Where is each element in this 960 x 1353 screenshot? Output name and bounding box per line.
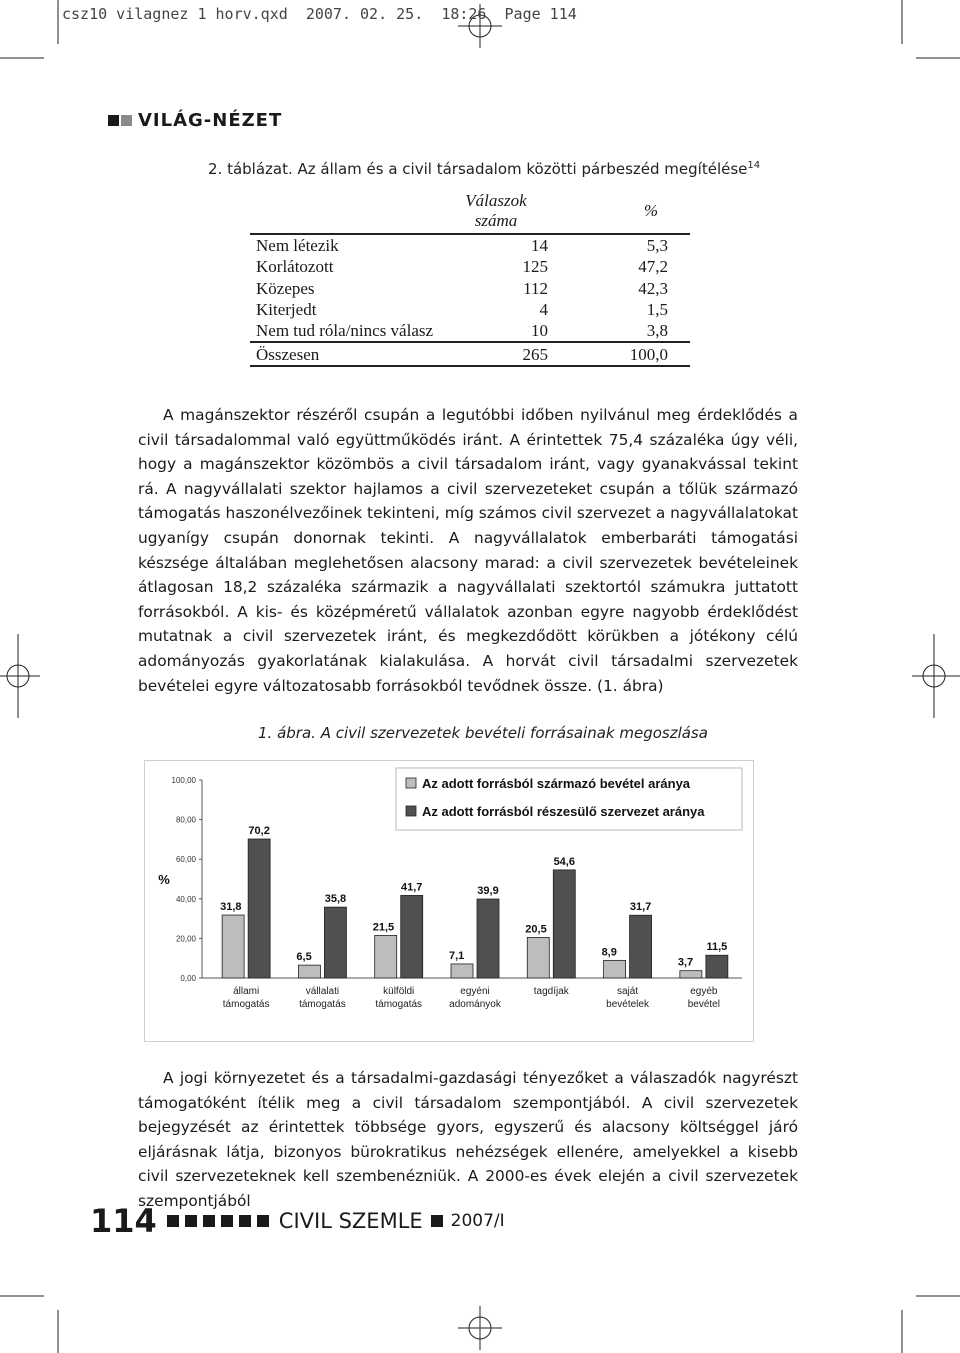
paragraph-private-sector: A magánszektor részéről csupán a legutóbbi időben nyilvánul meg érdeklődés a civil társadalommal való együttműködés iránt. A érintettek 75,4 százaléka úgy véli, hogy a magánszektor közömbös a civil társadalom iránt, vagy gyanakvással tekint rá. A nagyvállalati szektor hajlamos a civil szervezeteket csupán a tőlük származó támogatás haszonélvezőinek tekinteni, míg számos civil szervezet a nagyvállalatokat ugyanígy csupán donornak tekinti. A nagyvállalatok emberbaráti támogatási készsége általában meglehetősen alacsony marad: a civil szervezetek bevételeinek átlagosan 18,2 százaléka származik a nagyvállalati szektortól számukra juttatott forrásokból. A kis- és középméretű vállalatok azonban egyre nagyobb érdeklődést mutatnak a civil szervezetek iránt, és megkezdődött körükben a jótékony célú adományozás gyakorlatának kialakulása. A horvát civil társadalmi szervezetek bevételei egyre változatosabb forrásokból tevődnek össze. (1. ábra) [138, 406, 798, 695]
legend-entry: Az adott forrásból részesülő szervezet aránya [422, 804, 705, 819]
print-header [62, 5, 577, 23]
data-label: 70,2 [248, 825, 270, 838]
data-label: 6,5 [296, 951, 312, 964]
table-row: Korlátozott 125 47,2 [256, 257, 668, 277]
category-label: egyéni [460, 986, 490, 997]
print-header-time: 18:26 [441, 5, 487, 23]
square-bullet-icon [221, 1215, 233, 1227]
square-bullet-icon [431, 1215, 443, 1227]
bar-org-share [630, 915, 652, 978]
opinion-table [250, 188, 690, 367]
table-row: Kiterjedt 4 1,5 [256, 300, 668, 320]
data-label: 31,7 [629, 901, 652, 914]
data-label: 3,7 [677, 956, 694, 969]
footnote-marker: 14 [747, 160, 761, 171]
bar-revenue-share [222, 915, 244, 978]
y-tick-label: 40,00 [175, 894, 196, 904]
y-tick-label: 20,00 [175, 934, 196, 944]
table-caption [208, 160, 760, 178]
data-label: 21,5 [372, 921, 395, 934]
print-header-page: Page 114 [504, 5, 577, 23]
category-label: saját [617, 986, 639, 997]
square-bullet-icon [121, 115, 132, 126]
bar-revenue-share [451, 964, 473, 978]
table-row: Nem létezik 14 5,3 [250, 234, 690, 256]
data-label: 35,8 [324, 893, 347, 906]
category-label: bevételek [606, 999, 649, 1010]
square-bullet-icon [108, 115, 119, 126]
table-caption-text: Az állam és a civil társadalom közötti párbeszéd megítélése [297, 160, 748, 178]
square-bullet-icon [257, 1215, 269, 1227]
square-bullet-icon [167, 1215, 179, 1227]
bar-revenue-share [680, 971, 702, 978]
bar-org-share [477, 899, 499, 978]
category-label: bevétel [687, 999, 720, 1010]
legend-swatch [406, 778, 416, 788]
y-tick-label: 80,00 [175, 815, 196, 825]
bar-org-share [553, 870, 575, 978]
section-title-text: VILÁG-NÉZET [138, 110, 283, 131]
bar-org-share [706, 955, 728, 978]
data-label: 8,9 [601, 946, 617, 959]
legend-entry: Az adott forrásból származó bevétel aránya [422, 776, 691, 791]
table-row: Közepes 112 42,3 [256, 278, 668, 298]
data-label: 54,6 [553, 855, 575, 868]
data-label: 20,5 [525, 923, 547, 936]
category-label: állami [233, 986, 260, 997]
journal-name: CIVIL SZEMLE [278, 1209, 423, 1233]
category-label: vállalati [305, 986, 340, 997]
figure-caption: 1. ábra. A civil szervezetek bevételi forrásainak megoszlása [258, 724, 708, 742]
data-label: 39,9 [477, 884, 499, 897]
category-label: tagdíjak [533, 986, 569, 997]
section-title [108, 110, 282, 131]
table-row: Nem tud róla/nincs válasz 10 3,8 [256, 321, 668, 341]
square-bullet-icon [185, 1215, 197, 1227]
page-number: 114 [90, 1202, 157, 1240]
journal-issue: 2007/I [450, 1211, 505, 1231]
category-label: támogatás [222, 999, 270, 1010]
y-tick-label: 0,00 [180, 974, 196, 983]
bar-revenue-share [375, 935, 397, 978]
square-bullet-icon [203, 1215, 215, 1227]
category-label: külföldi [383, 986, 415, 997]
category-label: egyéb [690, 986, 718, 997]
bar-org-share [248, 839, 270, 978]
bar-revenue-share [527, 937, 549, 978]
y-tick-label: 100,00 [171, 776, 196, 785]
col-header-percent: % [548, 188, 690, 234]
legend-swatch [406, 806, 416, 816]
revenue-sources-chart [144, 760, 754, 1042]
data-label: 11,5 [706, 941, 728, 954]
square-bullet-icon [239, 1215, 251, 1227]
table-caption-prefix: 2. táblázat. [208, 160, 293, 178]
category-label: támogatás [375, 999, 423, 1010]
bar-org-share [401, 895, 423, 978]
data-label: 31,8 [220, 901, 242, 914]
page-footer [90, 1202, 505, 1240]
print-header-file: csz10 vilagnez 1 horv.qxd [62, 5, 288, 23]
y-axis-label: % [158, 872, 170, 887]
col-header-count: Válaszok száma [490, 188, 548, 234]
table-total-row: Összesen 265 100,0 [250, 342, 690, 365]
category-label: támogatás [299, 999, 346, 1010]
paragraph-legal-environment: A jogi környezetet és a társadalmi-gazdasági tényezőket a válaszadók nagyrészt támogatóként ítélik meg a civil társadalom szempontjából. A civil szervezetek bejegyzését az érintettek többsége gyors, egyszerű és alacsony költséggel járó eljárásnak látja, bizonyos bürokratikus nehézségek ellenére, amelyekkel a kisebb civil szervezeteknek kell szembenézniük. A 2000-es évek elején a civil szervezetek szempontjából [138, 1069, 798, 1210]
bar-revenue-share [604, 960, 626, 978]
print-header-date: 2007. 02. 25. [305, 5, 424, 23]
data-label: 7,1 [449, 949, 465, 962]
data-label: 41,7 [401, 881, 423, 894]
y-tick-label: 60,00 [175, 855, 196, 865]
category-label: adományok [449, 999, 501, 1010]
bar-revenue-share [298, 965, 320, 978]
bar-org-share [324, 907, 346, 978]
